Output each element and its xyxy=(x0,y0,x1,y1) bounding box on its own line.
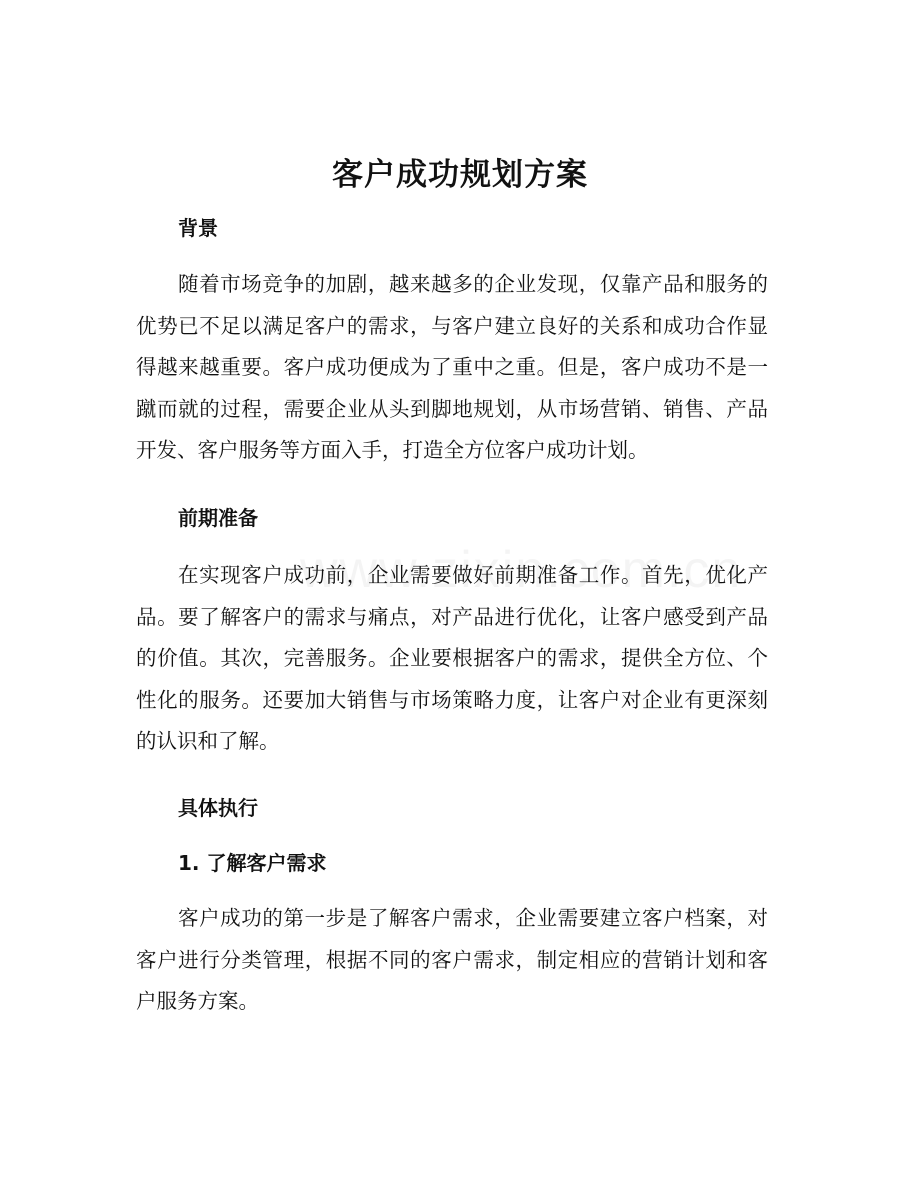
paragraph-customer-needs: 客户成功的第一步是了解客户需求，企业需要建立客户档案，对客户进行分类管理，根据不同的客户需求，制定相应的营销计划和客户服务方案。 xyxy=(136,906,768,1013)
subsection-heading-customer-needs: 1. 了解客户需求 xyxy=(178,851,327,875)
paragraph-preparation: 在实现客户成功前，企业需要做好前期准备工作。首先，优化产品。要了解客户的需求与痛点，对产品进行优化，让客户感受到产品的价值。其次，完善服务。企业要根据客户的需求，提供全方位、个性化的服务。还要加大销售与市场策略力度，让客户对企业有更深刻的认识和了解。 xyxy=(136,563,768,753)
section-heading-execution: 具体执行 xyxy=(178,796,258,820)
section-heading-preparation: 前期准备 xyxy=(178,506,258,530)
paragraph-background: 随着市场竞争的加剧，越来越多的企业发现，仅靠产品和服务的优势已不足以满足客户的需求，与客户建立良好的关系和成功合作显得越来越重要。客户成功便成为了重中之重。但是，客户成功不是一蹴而就的过程，需要企业从头到脚地规划，从市场营销、销售、产品开发、客户服务等方面入手，打造全方位客户成功计划。 xyxy=(136,272,768,462)
section-heading-background: 背景 xyxy=(178,216,218,240)
page-title: 客户成功规划方案 xyxy=(332,157,588,193)
